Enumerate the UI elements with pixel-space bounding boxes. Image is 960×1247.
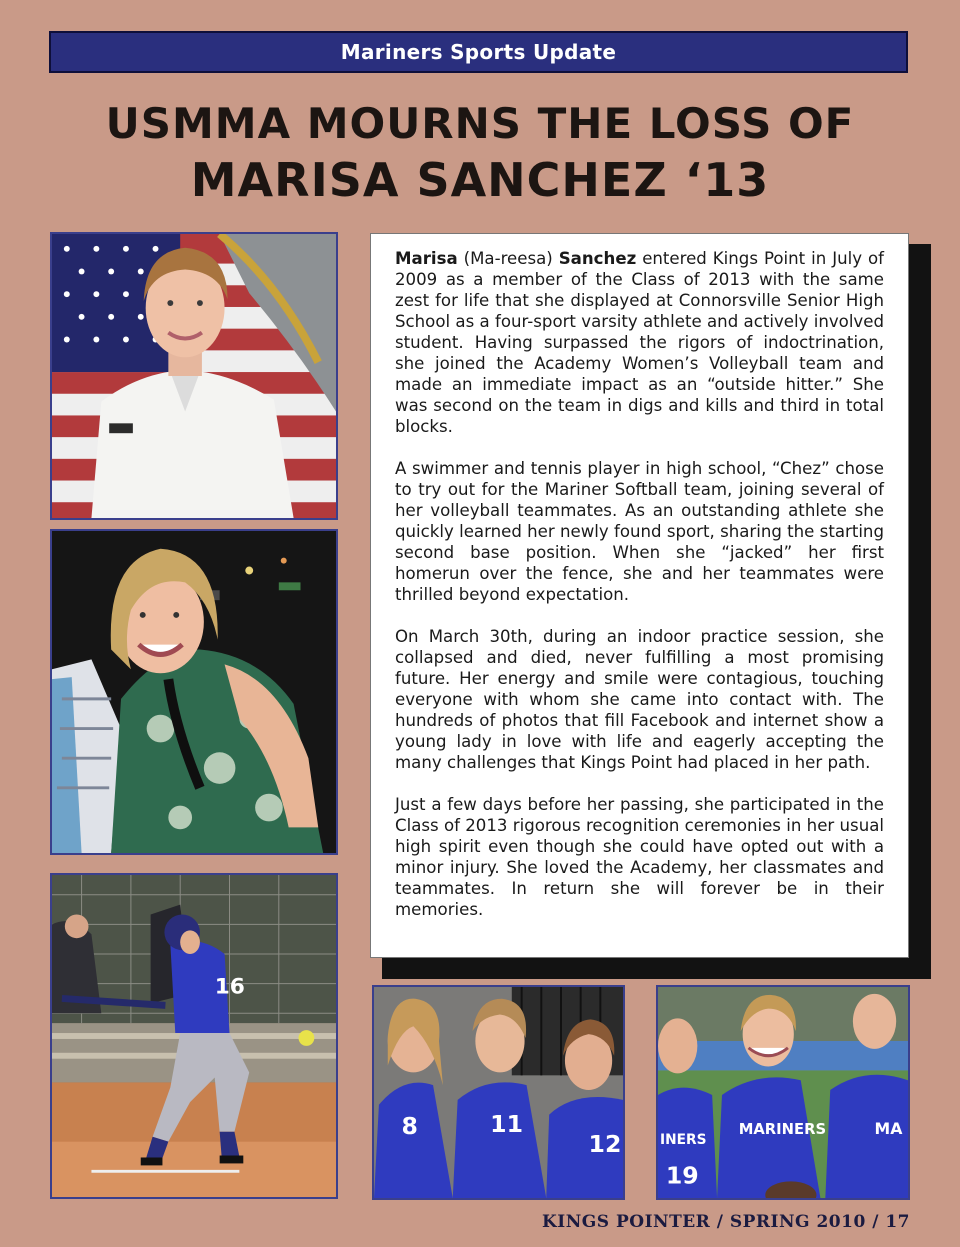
- jersey-number-8: 8: [401, 1112, 418, 1141]
- headline-line-2: MARISA SANCHEZ ‘13: [190, 153, 770, 207]
- article-paragraph-1-text: entered Kings Point in July of 2009 as a member of the Class of 2013 with the same zest for life that she displayed at Connorsville Senior High School as a four-sport varsity athlete and actively involved student. Having surpassed the rigors of indoctrination, she joined the Academy Women’s Volleyball team and made an immediate impact as an “outside hitter.” She was second on the team in digs and kills and third in total blocks.: [395, 249, 884, 436]
- headline: [0, 96, 960, 208]
- batting-photo: [50, 873, 338, 1199]
- jersey-text-mariners: MARINERS: [738, 1121, 827, 1139]
- portrait-photo: [50, 232, 338, 520]
- article-paragraph-2: A swimmer and tennis player in high school, “Chez” chose to try out for the Mariner Softball team, joining several of her volleyball teammates. As an outstanding athlete she quickly learned her newly found sport, sharing the starting second base position. When she “jacked” her first homerun over the fence, she and her teammates were thrilled beyond expectation.: [395, 459, 884, 604]
- headline-line-1: USMMA MOURNS THE LOSS OF: [105, 99, 855, 148]
- article-name-pronunciation: (Ma-reesa): [457, 249, 559, 268]
- article-name-last: Sanchez: [558, 249, 637, 268]
- jersey-number-11: 11: [490, 1110, 523, 1139]
- section-banner-label: Mariners Sports Update: [340, 40, 617, 64]
- section-banner: [49, 31, 908, 73]
- article-body: [370, 233, 909, 958]
- article-paragraph-1: [395, 248, 884, 437]
- batter-jersey-number: 16: [214, 974, 245, 1000]
- jersey-number-19: 19: [665, 1161, 699, 1190]
- candid-photo: [50, 529, 338, 855]
- team-photo-right: [656, 985, 910, 1200]
- article-paragraph-4: Just a few days before her passing, she participated in the Class of 2013 rigorous recognition ceremonies in her usual high spirit even though she could have opted out with a minor injury. She loved the Academy, her classmates and teammates. In return she will forever be in their memories.: [395, 795, 884, 919]
- jersey-text-partial-right: MA: [874, 1119, 903, 1139]
- page-footer: KINGS POINTER / SPRING 2010 / 17: [542, 1212, 910, 1232]
- team-photo-left: [372, 985, 625, 1200]
- jersey-number-12: 12: [588, 1129, 622, 1158]
- article-name-first: Marisa: [395, 249, 458, 268]
- jersey-text-partial-left: INERS: [659, 1132, 707, 1149]
- article-paragraph-3: On March 30th, during an indoor practice session, she collapsed and died, never fulfilling a most promising future. Her energy and smile were contagious, touching everyone with whom she came into contact with. The hundreds of photos that fill Facebook and internet show a young lady in love with life and eagerly accepting the many challenges that Kings Point had placed in her path.: [395, 627, 884, 772]
